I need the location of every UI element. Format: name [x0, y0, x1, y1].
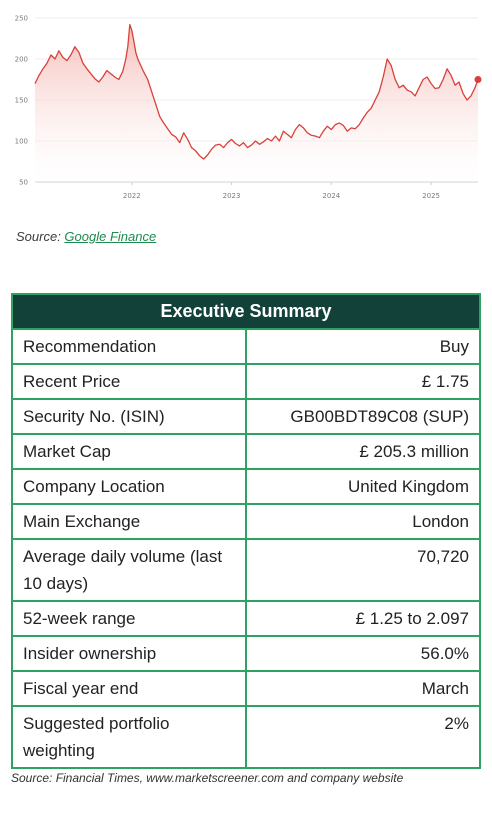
x-tick-label: 2023: [222, 192, 241, 200]
row-value: March: [246, 671, 480, 706]
y-tick-label: 100: [14, 137, 28, 146]
row-value: GB00BDT89C08 (SUP): [246, 399, 480, 434]
x-axis: [123, 182, 440, 200]
y-tick-label: 50: [19, 178, 28, 187]
row-value: 56.0%: [246, 636, 480, 671]
x-tick-label: 2025: [422, 192, 441, 200]
y-tick-label: 200: [14, 55, 28, 64]
row-label: Security No. (ISIN): [12, 399, 246, 434]
table-row: [12, 671, 480, 706]
y-tick-label: 150: [14, 96, 28, 105]
row-label: 52-week range: [12, 601, 246, 636]
row-value: Buy: [246, 329, 480, 364]
row-label: Fiscal year end: [12, 671, 246, 706]
price-chart: [0, 0, 492, 215]
row-label: Suggested portfolio weighting: [12, 706, 246, 768]
row-label: Main Exchange: [12, 504, 246, 539]
table-row: [12, 539, 480, 601]
row-value: £ 1.25 to 2.097: [246, 601, 480, 636]
last-price-marker[interactable]: [475, 76, 482, 83]
y-tick-label: 250: [14, 14, 28, 23]
table-row: [12, 469, 480, 504]
row-value: £ 205.3 million: [246, 434, 480, 469]
executive-summary-heading: Executive Summary: [12, 294, 480, 329]
chart-source-prefix: Source:: [16, 229, 65, 244]
executive-summary-table: [11, 293, 481, 769]
row-label: Insider ownership: [12, 636, 246, 671]
row-label: Market Cap: [12, 434, 246, 469]
table-row: [12, 504, 480, 539]
y-axis: [15, 15, 28, 187]
table-row: [12, 364, 480, 399]
row-value: 70,720: [246, 539, 480, 601]
table-row: [12, 636, 480, 671]
summary-source-note: Source: Financial Times, www.marketscreener.com and company website: [11, 771, 404, 785]
row-value: £ 1.75: [246, 364, 480, 399]
table-row: [12, 329, 480, 364]
row-label: Company Location: [12, 469, 246, 504]
row-label: Recommendation: [12, 329, 246, 364]
table-row: [12, 434, 480, 469]
price-area: [35, 25, 478, 182]
chart-source: [16, 229, 156, 244]
x-tick-label: 2024: [322, 192, 341, 200]
row-label: Average daily volume (last 10 days): [12, 539, 246, 601]
google-finance-link[interactable]: Google Finance: [64, 229, 157, 244]
table-row: [12, 706, 480, 768]
table-row: [12, 399, 480, 434]
row-label: Recent Price: [12, 364, 246, 399]
row-value: 2%: [246, 706, 480, 768]
table-row: [12, 601, 480, 636]
row-value: United Kingdom: [246, 469, 480, 504]
row-value: London: [246, 504, 480, 539]
x-tick-label: 2022: [122, 192, 141, 200]
